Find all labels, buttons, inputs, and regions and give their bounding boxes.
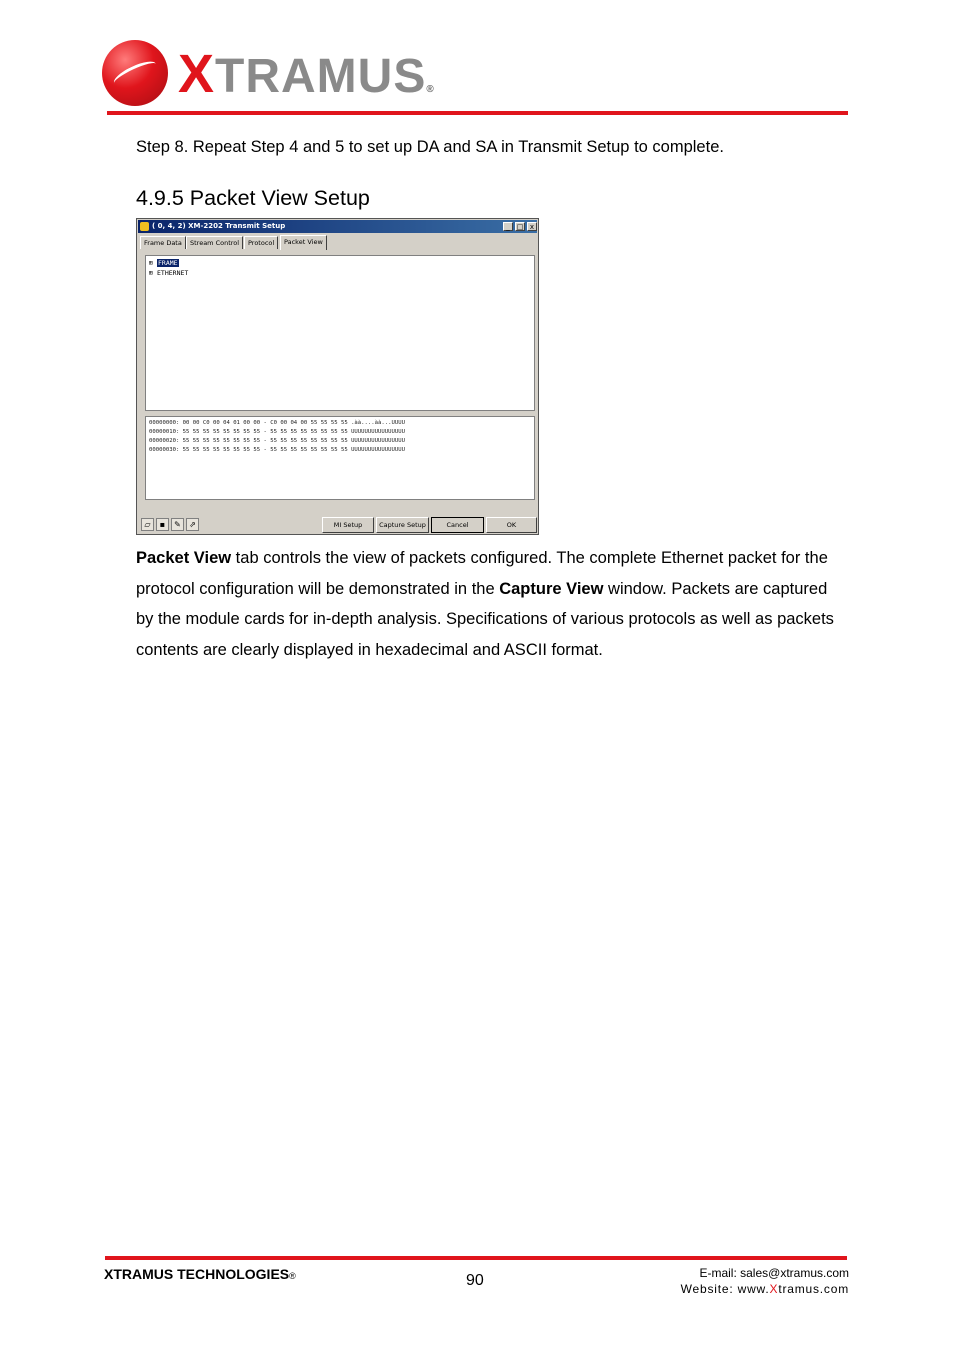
footer-divider [105, 1256, 847, 1260]
expand-icon[interactable]: ⊞ [149, 269, 153, 277]
page-number: 90 [466, 1272, 484, 1289]
export-icon[interactable]: ⇗ [186, 518, 199, 531]
term-capture-view: Capture View [499, 579, 604, 598]
tab-stream-control[interactable]: Stream Control [186, 236, 243, 249]
window-titlebar [138, 220, 537, 233]
description-paragraph [136, 543, 836, 665]
ok-button[interactable]: OK [486, 517, 537, 533]
section-heading: 4.9.5 Packet View Setup [136, 186, 370, 210]
mi-setup-button[interactable]: MI Setup [322, 517, 374, 533]
footer-website: Website: www.Xtramus.com [680, 1282, 849, 1296]
edit-icon[interactable]: ✎ [171, 518, 184, 531]
tab-protocol[interactable]: Protocol [244, 236, 278, 249]
xtramus-logo [102, 38, 435, 110]
logo-ball-icon [102, 40, 168, 106]
transmit-setup-window [136, 218, 539, 535]
header-divider [107, 111, 848, 115]
hex-row: 00000030: 55 55 55 55 55 55 55 55 - 55 55 55 55 55 55 55 55 UUUUUUUUUUUUUUUU [149, 447, 405, 453]
tree-item-ethernet[interactable] [149, 269, 188, 278]
hex-row: 00000010: 55 55 55 55 55 55 55 55 - 55 55 55 55 55 55 55 55 UUUUUUUUUUUUUUUU [149, 429, 405, 435]
step-text: Step 8. Repeat Step 4 and 5 to set up DA and SA in Transmit Setup to complete. [136, 138, 724, 156]
cancel-button[interactable]: Cancel [431, 517, 484, 533]
save-icon[interactable]: ▪ [156, 518, 169, 531]
term-packet-view: Packet View [136, 549, 232, 567]
footer-email: E-mail: sales@xtramus.com [699, 1266, 849, 1280]
capture-setup-button[interactable]: Capture Setup [376, 517, 429, 533]
hex-row: 00000000: 00 00 C0 00 04 01 00 00 - C0 00 04 00 55 55 55 55 .àà....àà...UUUU [149, 420, 405, 426]
packet-tree [145, 255, 535, 411]
tree-item-frame[interactable] [149, 259, 179, 268]
tree-item-label: ETHERNET [157, 269, 189, 277]
expand-icon[interactable]: ⊞ [149, 259, 153, 267]
tab-frame-data[interactable]: Frame Data [140, 236, 186, 249]
tree-item-label: FRAME [158, 259, 178, 267]
close-icon[interactable]: x [527, 222, 537, 231]
logo-wordmark: XTRAMUS® [178, 44, 435, 104]
paragraph-text: tab controls the view of packets configured. The complete Ethernet packet for the protocol configuration will be demonstrated in the [136, 549, 828, 598]
minimize-icon[interactable]: _ [503, 222, 513, 231]
tab-packet-view[interactable]: Packet View [280, 235, 327, 250]
footer-company: XTRAMUS TECHNOLOGIES® [104, 1266, 296, 1282]
hex-row: 00000020: 55 55 55 55 55 55 55 55 - 55 55 55 55 55 55 55 55 UUUUUUUUUUUUUUUU [149, 438, 405, 444]
app-icon [140, 222, 149, 231]
paragraph-text: window. Packets are captured by the module cards for in-depth analysis. Specifications of various protocols as well as packets contents are clearly displayed in hexadecimal and ASCII format. [136, 579, 834, 659]
window-title: ( 0, 4, 2) XM-2202 Transmit Setup [152, 222, 286, 230]
hex-dump [145, 416, 535, 500]
maximize-icon[interactable]: □ [516, 223, 524, 231]
open-icon[interactable]: ▱ [141, 518, 154, 531]
